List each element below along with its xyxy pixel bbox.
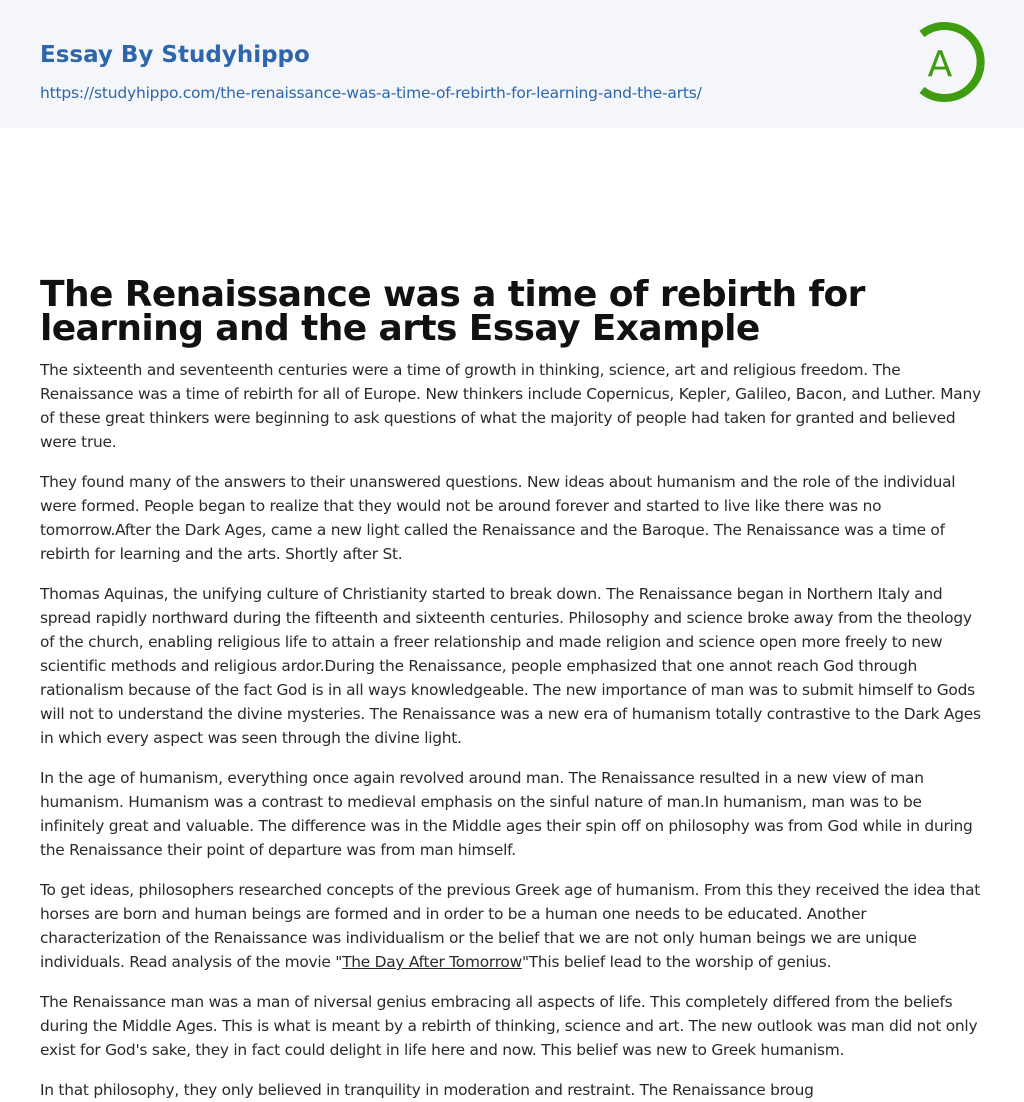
- paragraph: They found many of the answers to their unanswered questions. New ideas about humanism and the role of the individual were formed. People began to realize that they would not be around forever and started to live like there was no tomorrow.After the Dark Ages, came a new light called the Renaissance and the Baroque. The Renaissance was a time of rebirth for learning and the arts. Shortly after St.: [40, 473, 956, 563]
- paragraph: In the age of humanism, everything once again revolved around man. The Renaissance resulted in a new view of man humanism. Humanism was a contrast to medieval emphasis on the sinful nature of man.In humanism, man was to be infinitely great and valuable. The difference was in the Middle ages their spin off on philosophy was from God while in during the Renaissance their point of departure was from man himself.: [40, 769, 973, 859]
- studyhippo-logo-icon: [912, 20, 986, 104]
- title-line-2: learning and the arts Essay Example: [40, 308, 760, 349]
- paragraph: The Renaissance man was a man of niversal genius embracing all aspects of life. This completely differed from the beliefs during the Middle Ages. This is what is meant by a rebirth of thinking, science and art. The new outlook was man did not only exist for God's sake, they in fact could delight in life here and now. This belief was new to Greek humanism.: [40, 993, 978, 1059]
- paragraph: In that philosophy, they only believed in tranquility in moderation and restraint. The Renaissance broug: [40, 1081, 814, 1099]
- site-header: [0, 0, 1024, 128]
- movie-analysis-link[interactable]: The Day After Tomorrow: [342, 953, 522, 971]
- paragraph-text: To get ideas, philosophers researched concepts of the previous Greek age of humanism. From this they received the idea that horses are born and human beings are formed and in order to be a human one needs to be educated. Another characterization of the Renaissance was individualism or the belief that we are not only human beings we are unique individuals. Read analysis of the movie ": [40, 881, 981, 971]
- title-line-1: The Renaissance was a time of rebirth for: [40, 274, 865, 315]
- essay-body: [40, 358, 988, 1102]
- page-title: [40, 128, 984, 349]
- brand-title: Essay By Studyhippo: [40, 42, 310, 68]
- paragraph-text: "This belief lead to the worship of genius.: [521, 953, 832, 971]
- paragraph: The sixteenth and seventeenth centuries were a time of growth in thinking, science, art and religious freedom. The Renaissance was a time of rebirth for all of Europe. New thinkers include Copernicus, Kepler, Galileo, Bacon, and Luther. Many of these great thinkers were beginning to ask questions of what the majority of people had taken for granted and believed were true.: [40, 361, 981, 451]
- paragraph: Thomas Aquinas, the unifying culture of Christianity started to break down. The Renaissance began in Northern Italy and spread rapidly northward during the fifteenth and sixteenth centuries. Philosophy and science broke away from the theology of the church, enabling religious life to attain a freer relationship and made religion and science open more freely to new scientific methods and religious ardor.During the Renaissance, people emphasized that one annot reach God through rationalism because of the fact God is in all ways knowledgeable. The new importance of man was to submit himself to Gods will not to understand the divine mysteries. The Renaissance was a new era of humanism totally contrastive to the Dark Ages in which every aspect was seen through the divine light.: [40, 585, 981, 747]
- paragraph: [40, 878, 988, 974]
- svg-text:A: A: [927, 44, 953, 85]
- essay-main: [0, 128, 1024, 1102]
- source-url-link[interactable]: https://studyhippo.com/the-renaissance-was-a-time-of-rebirth-for-learning-and-the-arts/: [40, 84, 702, 102]
